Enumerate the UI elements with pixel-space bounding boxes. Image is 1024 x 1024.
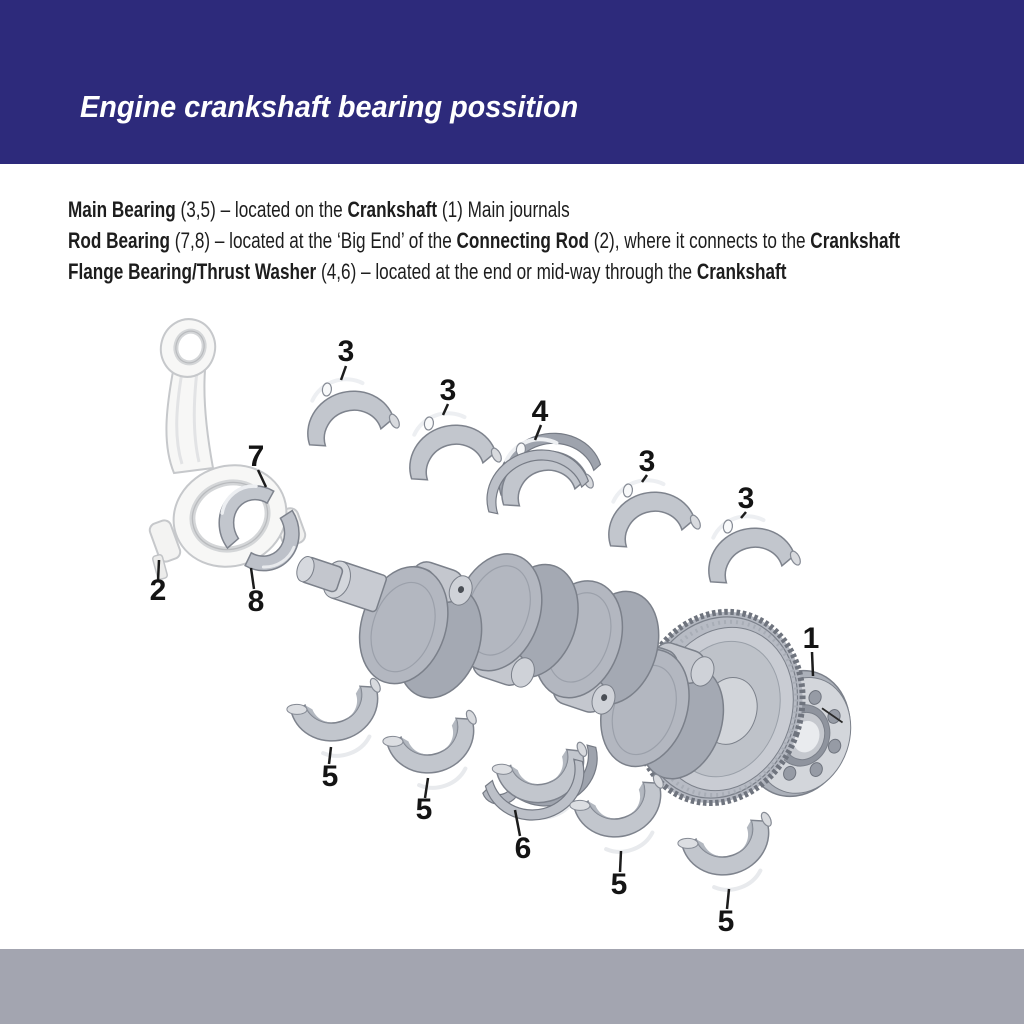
label-3-b: 3 xyxy=(439,374,457,407)
page-title: Engine crankshaft bearing possition xyxy=(80,89,579,124)
label-1: 1 xyxy=(802,622,820,655)
label-2: 2 xyxy=(149,574,167,607)
flange-bearing-shell-upper xyxy=(473,422,606,516)
label-5-d: 5 xyxy=(717,905,735,938)
label-3-c: 3 xyxy=(638,445,656,478)
main-bearing-shell-upper-1 xyxy=(295,366,402,452)
label-4: 4 xyxy=(531,395,549,428)
label-3-d: 3 xyxy=(737,482,755,515)
text-segment: Crankshaft xyxy=(696,259,787,284)
label-6: 6 xyxy=(514,832,532,865)
text-segment: (2), where it connects to the xyxy=(589,228,811,253)
label-3-a: 3 xyxy=(337,335,355,368)
rod-shaft xyxy=(166,366,213,473)
main-bearing-shell-lower-4 xyxy=(674,810,787,901)
main-bearing-shell-upper-4 xyxy=(696,503,803,589)
text-segment: Flange Bearing/Thrust Washer xyxy=(68,259,317,284)
main-bearing-shell-lower-1 xyxy=(283,676,396,767)
text-segment: Connecting Rod xyxy=(456,228,590,253)
main-bearing-shell-upper-3 xyxy=(596,467,703,553)
text-segment: Rod Bearing xyxy=(68,228,171,253)
text-segment: Main Bearing xyxy=(68,197,176,222)
text-segment: Crankshaft xyxy=(810,228,900,253)
label-5-a: 5 xyxy=(321,760,339,793)
text-segment: (1) Main journals xyxy=(437,197,570,222)
text-segment: (3,5) – located on the xyxy=(175,197,348,222)
main-bearing-shell-lower-2 xyxy=(379,708,492,799)
label-5-b: 5 xyxy=(415,793,433,826)
text-segment: (7,8) – located at the ‘Big End’ of the xyxy=(170,228,457,253)
main-bearing-shell-upper-2 xyxy=(397,400,504,486)
text-segment: (4,6) – located at the end or mid-way through the xyxy=(316,259,697,284)
footer-band xyxy=(0,949,1024,1024)
crankshaft-nose xyxy=(294,554,344,593)
text-segment: Crankshaft xyxy=(347,197,438,222)
label-7: 7 xyxy=(247,440,265,473)
label-8: 8 xyxy=(247,585,265,618)
label-5-c: 5 xyxy=(610,868,628,901)
